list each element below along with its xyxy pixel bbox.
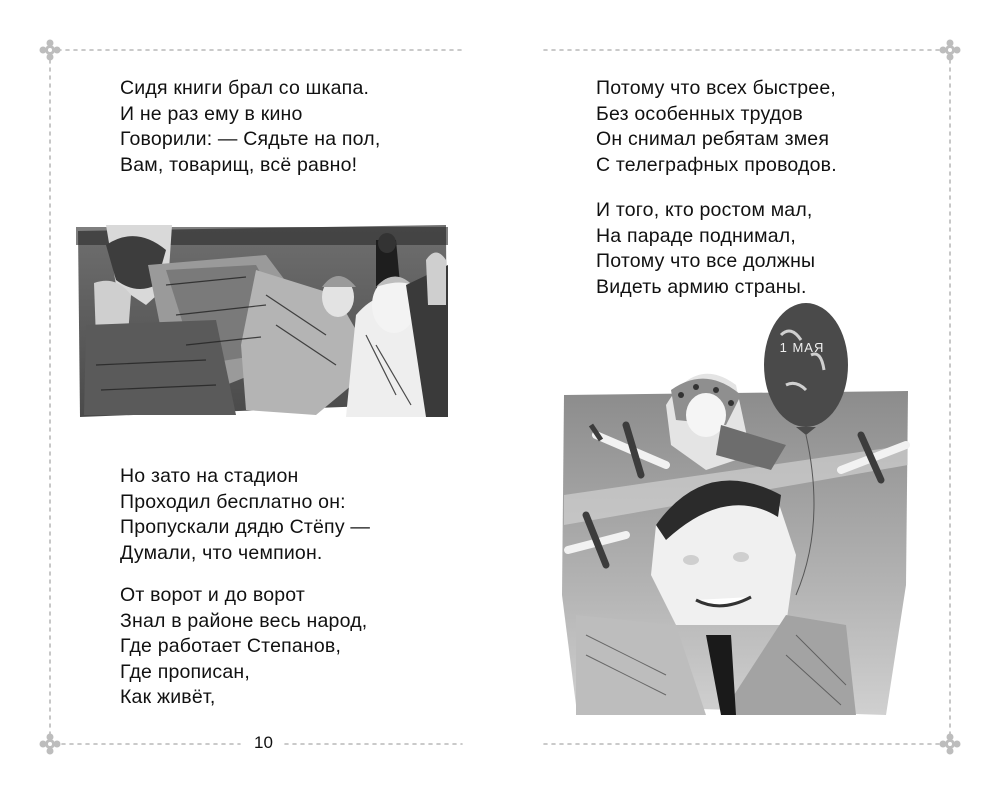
poem-line: Вам, товарищ, всё равно! (120, 153, 358, 176)
poem-line: С телеграфных проводов. (596, 153, 837, 176)
poem-line: И не раз ему в кино (120, 102, 303, 125)
poem-line: И того, кто ростом мал, (596, 199, 813, 221)
poem-line: Проходил бесплатно он: (120, 490, 346, 513)
poem-line: Потому что все должны (596, 250, 816, 272)
poem-line: Потому что всех быстрее, (596, 77, 837, 99)
poem-line: От ворот и до ворот (120, 584, 306, 606)
flower-ornament-icon (940, 734, 961, 755)
page-number: 10 (254, 733, 273, 752)
cinema-crowd-illustration (76, 225, 448, 417)
poem-stanza (120, 583, 367, 711)
flower-ornament-icon (40, 40, 61, 61)
poem-stanza (120, 76, 380, 178)
poem-stanza (120, 464, 370, 566)
poem-stanza (596, 198, 815, 300)
poem-stanza (596, 76, 837, 178)
poem-line: Без особенных трудов (596, 102, 803, 125)
poem-line: Он снимал ребятам змея (596, 128, 830, 150)
poem-line: Думали, что чемпион. (120, 541, 323, 564)
poem-line: На параде поднимал, (596, 224, 796, 247)
poem-line: Пропускали дядю Стёпу — (120, 516, 371, 538)
poem-line: Знал в районе весь народ, (120, 609, 368, 632)
poem-line: Говорили: — Сядьте на пол, (120, 128, 381, 150)
balloon-lettering: 1 МАЯ (779, 340, 825, 355)
poem-line: Сидя книги брал со шкапа. (120, 77, 370, 99)
flower-ornament-icon (940, 40, 961, 61)
flower-ornament-icon (40, 734, 61, 755)
right-page (500, 0, 1000, 807)
parade-illustration (556, 295, 918, 720)
poem-line: Где прописан, (120, 660, 250, 683)
poem-line: Как живёт, (120, 686, 216, 708)
poem-line: Видеть армию страны. (596, 275, 807, 298)
poem-line: Но зато на стадион (120, 465, 299, 487)
poem-line: Где работает Степанов, (120, 635, 342, 657)
